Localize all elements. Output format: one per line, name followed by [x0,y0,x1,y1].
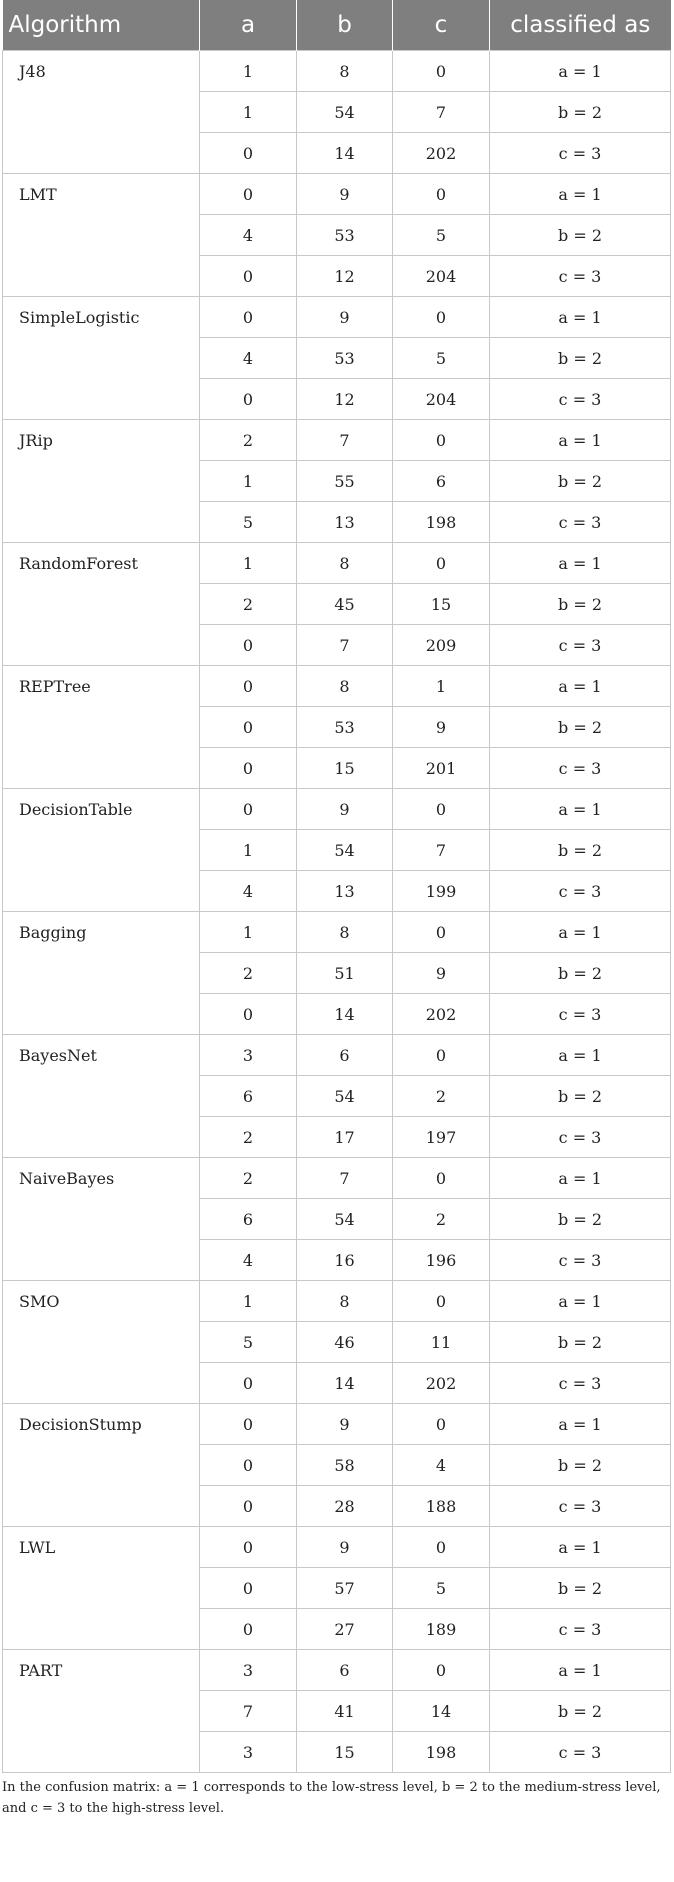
cell-c: 9 [393,707,490,748]
cell-b: 41 [297,1691,393,1732]
cell-classified-as: a = 1 [490,1527,671,1568]
cell-classified-as: a = 1 [490,1650,671,1691]
cell-a: 0 [200,789,297,830]
cell-classified-as: c = 3 [490,379,671,420]
cell-b: 46 [297,1322,393,1363]
cell-a: 2 [200,584,297,625]
algorithm-name-cell: DecisionTable [3,789,200,912]
table-row [3,912,671,953]
cell-a: 0 [200,379,297,420]
cell-classified-as: a = 1 [490,51,671,92]
cell-b: 14 [297,133,393,174]
cell-c: 2 [393,1199,490,1240]
cell-c: 11 [393,1322,490,1363]
table-footnote: In the confusion matrix: a = 1 corresponds to the low-stress level, b = 2 to the medium-stress level, and c = 3 to the high-stress level. [2,1780,661,1816]
cell-b: 28 [297,1486,393,1527]
algorithm-name-cell: SimpleLogistic [3,297,200,420]
cell-a: 0 [200,174,297,215]
cell-classified-as: a = 1 [490,1281,671,1322]
cell-c: 0 [393,1404,490,1445]
cell-c: 201 [393,748,490,789]
algorithm-name-cell: LWL [3,1527,200,1650]
cell-a: 0 [200,748,297,789]
cell-b: 54 [297,830,393,871]
cell-a: 3 [200,1650,297,1691]
cell-a: 2 [200,1117,297,1158]
cell-classified-as: a = 1 [490,420,671,461]
cell-a: 2 [200,953,297,994]
cell-classified-as: b = 2 [490,707,671,748]
cell-a: 4 [200,871,297,912]
cell-a: 0 [200,666,297,707]
algorithm-name-cell: DecisionStump [3,1404,200,1527]
cell-classified-as: a = 1 [490,543,671,584]
cell-a: 4 [200,1240,297,1281]
algorithm-name-cell: Bagging [3,912,200,1035]
cell-classified-as: b = 2 [490,1445,671,1486]
algorithm-name-cell: NaiveBayes [3,1158,200,1281]
cell-a: 0 [200,256,297,297]
table-row [3,543,671,584]
algorithm-name-cell: LMT [3,174,200,297]
cell-a: 0 [200,1527,297,1568]
cell-b: 9 [297,174,393,215]
cell-a: 2 [200,1158,297,1199]
cell-b: 9 [297,1404,393,1445]
cell-c: 0 [393,1281,490,1322]
cell-c: 0 [393,1650,490,1691]
header-c: c [393,0,490,51]
cell-a: 0 [200,1445,297,1486]
cell-b: 8 [297,912,393,953]
cell-classified-as: a = 1 [490,666,671,707]
table-row [3,666,671,707]
algorithm-name-cell: PART [3,1650,200,1773]
cell-c: 15 [393,584,490,625]
cell-c: 0 [393,297,490,338]
cell-c: 204 [393,256,490,297]
cell-classified-as: b = 2 [490,830,671,871]
cell-c: 198 [393,502,490,543]
cell-a: 5 [200,502,297,543]
cell-c: 5 [393,1568,490,1609]
cell-a: 0 [200,1568,297,1609]
cell-a: 1 [200,461,297,502]
cell-classified-as: c = 3 [490,133,671,174]
cell-a: 0 [200,994,297,1035]
cell-c: 0 [393,789,490,830]
cell-b: 7 [297,625,393,666]
cell-classified-as: c = 3 [490,871,671,912]
cell-b: 14 [297,994,393,1035]
cell-c: 202 [393,1363,490,1404]
algorithm-name-cell: JRip [3,420,200,543]
cell-c: 0 [393,1527,490,1568]
cell-a: 0 [200,1404,297,1445]
cell-classified-as: a = 1 [490,912,671,953]
cell-b: 6 [297,1035,393,1076]
cell-b: 8 [297,543,393,584]
cell-c: 0 [393,420,490,461]
cell-b: 58 [297,1445,393,1486]
cell-b: 14 [297,1363,393,1404]
cell-b: 13 [297,871,393,912]
algorithm-name-cell: SMO [3,1281,200,1404]
cell-c: 4 [393,1445,490,1486]
cell-classified-as: a = 1 [490,1035,671,1076]
cell-a: 0 [200,707,297,748]
table-row [3,1527,671,1568]
cell-a: 3 [200,1035,297,1076]
cell-a: 1 [200,830,297,871]
cell-a: 0 [200,133,297,174]
cell-b: 45 [297,584,393,625]
cell-c: 0 [393,1158,490,1199]
algorithm-name-cell: J48 [3,51,200,174]
cell-classified-as: a = 1 [490,789,671,830]
table-body [3,51,671,1773]
cell-classified-as: c = 3 [490,994,671,1035]
table-row [3,174,671,215]
cell-a: 0 [200,1609,297,1650]
cell-classified-as: c = 3 [490,256,671,297]
cell-a: 1 [200,1281,297,1322]
cell-b: 12 [297,256,393,297]
table-row [3,1035,671,1076]
cell-a: 0 [200,297,297,338]
cell-b: 15 [297,1732,393,1773]
table-row [3,1281,671,1322]
cell-classified-as: b = 2 [490,584,671,625]
cell-classified-as: b = 2 [490,953,671,994]
cell-c: 189 [393,1609,490,1650]
cell-classified-as: c = 3 [490,1117,671,1158]
header-b: b [297,0,393,51]
cell-b: 9 [297,789,393,830]
table-row [3,789,671,830]
cell-b: 53 [297,215,393,256]
cell-c: 7 [393,830,490,871]
cell-a: 2 [200,420,297,461]
cell-b: 16 [297,1240,393,1281]
table-row [3,1650,671,1691]
cell-c: 9 [393,953,490,994]
cell-classified-as: c = 3 [490,1732,671,1773]
header-classified-as: classified as [490,0,671,51]
cell-b: 53 [297,707,393,748]
table-row [3,297,671,338]
cell-classified-as: c = 3 [490,625,671,666]
cell-b: 54 [297,1199,393,1240]
cell-c: 0 [393,51,490,92]
cell-b: 12 [297,379,393,420]
cell-b: 55 [297,461,393,502]
cell-classified-as: b = 2 [490,1199,671,1240]
cell-c: 6 [393,461,490,502]
cell-b: 8 [297,666,393,707]
cell-classified-as: b = 2 [490,92,671,133]
cell-a: 6 [200,1076,297,1117]
cell-classified-as: c = 3 [490,502,671,543]
cell-a: 4 [200,338,297,379]
cell-c: 14 [393,1691,490,1732]
cell-b: 17 [297,1117,393,1158]
cell-classified-as: a = 1 [490,1404,671,1445]
header-row [3,0,671,51]
cell-b: 9 [297,1527,393,1568]
cell-a: 1 [200,912,297,953]
cell-b: 54 [297,1076,393,1117]
cell-a: 6 [200,1199,297,1240]
cell-b: 7 [297,1158,393,1199]
cell-a: 0 [200,625,297,666]
cell-b: 6 [297,1650,393,1691]
algorithm-name-cell: RandomForest [3,543,200,666]
cell-b: 53 [297,338,393,379]
cell-classified-as: a = 1 [490,1158,671,1199]
table-row [3,1158,671,1199]
cell-c: 5 [393,215,490,256]
cell-c: 0 [393,912,490,953]
cell-c: 0 [393,1035,490,1076]
cell-b: 27 [297,1609,393,1650]
cell-classified-as: c = 3 [490,1486,671,1527]
cell-classified-as: c = 3 [490,1240,671,1281]
cell-c: 197 [393,1117,490,1158]
cell-c: 5 [393,338,490,379]
cell-c: 198 [393,1732,490,1773]
cell-a: 4 [200,215,297,256]
cell-b: 8 [297,1281,393,1322]
cell-a: 1 [200,543,297,584]
cell-b: 51 [297,953,393,994]
table-row [3,51,671,92]
cell-c: 0 [393,543,490,584]
header-a: a [200,0,297,51]
cell-c: 188 [393,1486,490,1527]
cell-classified-as: b = 2 [490,461,671,502]
cell-b: 7 [297,420,393,461]
cell-classified-as: b = 2 [490,1322,671,1363]
table-row [3,420,671,461]
cell-b: 15 [297,748,393,789]
cell-classified-as: a = 1 [490,174,671,215]
cell-classified-as: c = 3 [490,1363,671,1404]
cell-classified-as: b = 2 [490,1691,671,1732]
cell-a: 3 [200,1732,297,1773]
table-row [3,1404,671,1445]
table-header [3,0,671,51]
cell-c: 202 [393,994,490,1035]
cell-classified-as: a = 1 [490,297,671,338]
header-algorithm: Algorithm [3,0,200,51]
confusion-matrix-table [2,0,671,1773]
cell-c: 7 [393,92,490,133]
algorithm-name-cell: REPTree [3,666,200,789]
cell-b: 57 [297,1568,393,1609]
cell-b: 9 [297,297,393,338]
cell-b: 8 [297,51,393,92]
cell-a: 0 [200,1363,297,1404]
cell-classified-as: b = 2 [490,1568,671,1609]
cell-a: 1 [200,92,297,133]
cell-classified-as: b = 2 [490,338,671,379]
cell-classified-as: c = 3 [490,1609,671,1650]
cell-c: 209 [393,625,490,666]
cell-c: 1 [393,666,490,707]
cell-classified-as: b = 2 [490,215,671,256]
cell-b: 13 [297,502,393,543]
cell-c: 204 [393,379,490,420]
cell-classified-as: c = 3 [490,748,671,789]
cell-a: 5 [200,1322,297,1363]
cell-a: 1 [200,51,297,92]
cell-c: 196 [393,1240,490,1281]
cell-c: 0 [393,174,490,215]
cell-b: 54 [297,92,393,133]
cell-a: 0 [200,1486,297,1527]
cell-classified-as: b = 2 [490,1076,671,1117]
cell-c: 2 [393,1076,490,1117]
cell-c: 199 [393,871,490,912]
cell-c: 202 [393,133,490,174]
cell-a: 7 [200,1691,297,1732]
algorithm-name-cell: BayesNet [3,1035,200,1158]
